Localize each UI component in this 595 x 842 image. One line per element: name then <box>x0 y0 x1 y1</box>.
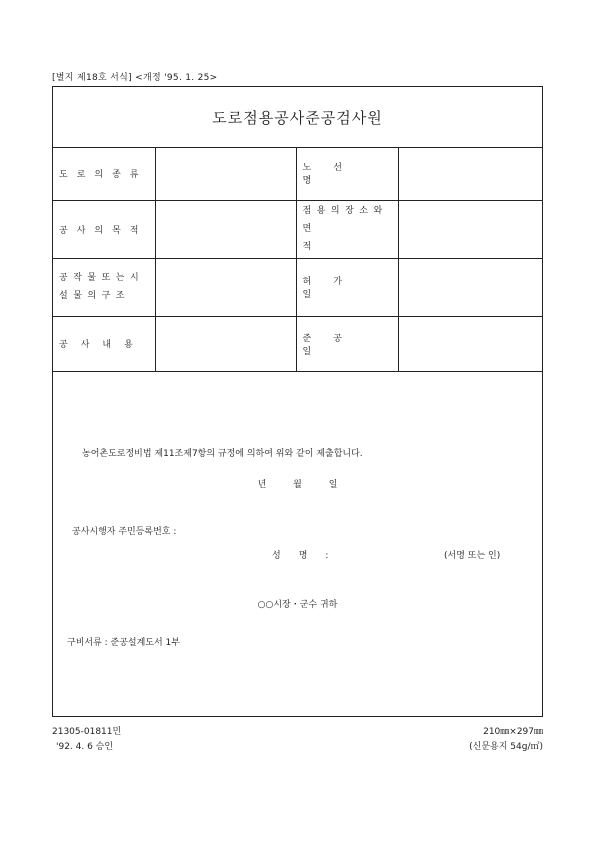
route-name-field[interactable] <box>398 147 542 200</box>
attachments-note: 구비서류 : 준공설계도서 1부 <box>67 638 180 648</box>
paper-size: 210㎜×297㎜ <box>483 727 543 737</box>
table-row <box>53 258 542 316</box>
applicant-id-label: 공사시행자 주민등록번호 : <box>72 527 177 537</box>
form-frame <box>52 86 543 717</box>
addressee: ○○시장・군수 귀하 <box>257 600 338 610</box>
name-label: 성명 <box>272 551 326 561</box>
month-label: 월 <box>293 480 302 490</box>
road-type-label: 도로의종류 <box>53 147 155 200</box>
form-reference: [별지 제18호 서식] <개정 '95. 1. 25> <box>52 73 218 83</box>
permit-date-label: 허가일 <box>296 258 398 316</box>
table-row <box>53 147 542 200</box>
completion-date-field[interactable] <box>398 316 542 371</box>
title-row <box>53 87 542 148</box>
purpose-field[interactable] <box>155 200 296 258</box>
structure-field[interactable] <box>155 258 296 316</box>
work-content-label: 공사내용 <box>53 316 155 371</box>
name-row <box>272 548 328 561</box>
year-label: 년 <box>257 480 267 490</box>
route-name-label: 노선명 <box>296 147 398 200</box>
completion-date-label: 준공일 <box>296 316 398 371</box>
purpose-label: 공사의목적 <box>53 200 155 258</box>
submission-date <box>0 477 595 490</box>
table-row <box>53 316 542 371</box>
table-row <box>53 200 542 258</box>
work-content-field[interactable] <box>155 316 296 371</box>
declaration-text: 농어촌도로정비법 제11조제7항의 규정에 의하여 위와 같이 제출합니다. <box>82 449 363 459</box>
road-type-field[interactable] <box>155 147 296 200</box>
paper-type: (신문용지 54g/㎡) <box>469 742 543 752</box>
seal-note: (서명 또는 인) <box>444 551 501 561</box>
name-colon: : <box>325 551 329 561</box>
permit-date-field[interactable] <box>398 258 542 316</box>
structure-label: 공작물또는시 설물의구조 <box>53 258 155 316</box>
approval-date: '92. 4. 6 승인 <box>56 742 114 752</box>
form-title: 도로점용공사준공검사원 <box>212 108 383 127</box>
location-area-label: 점용의장소와 면적 <box>296 200 398 258</box>
location-area-field[interactable] <box>398 200 542 258</box>
form-code: 21305-01811민 <box>52 727 122 737</box>
day-label: 일 <box>328 480 338 490</box>
form-fields-table <box>53 147 542 372</box>
